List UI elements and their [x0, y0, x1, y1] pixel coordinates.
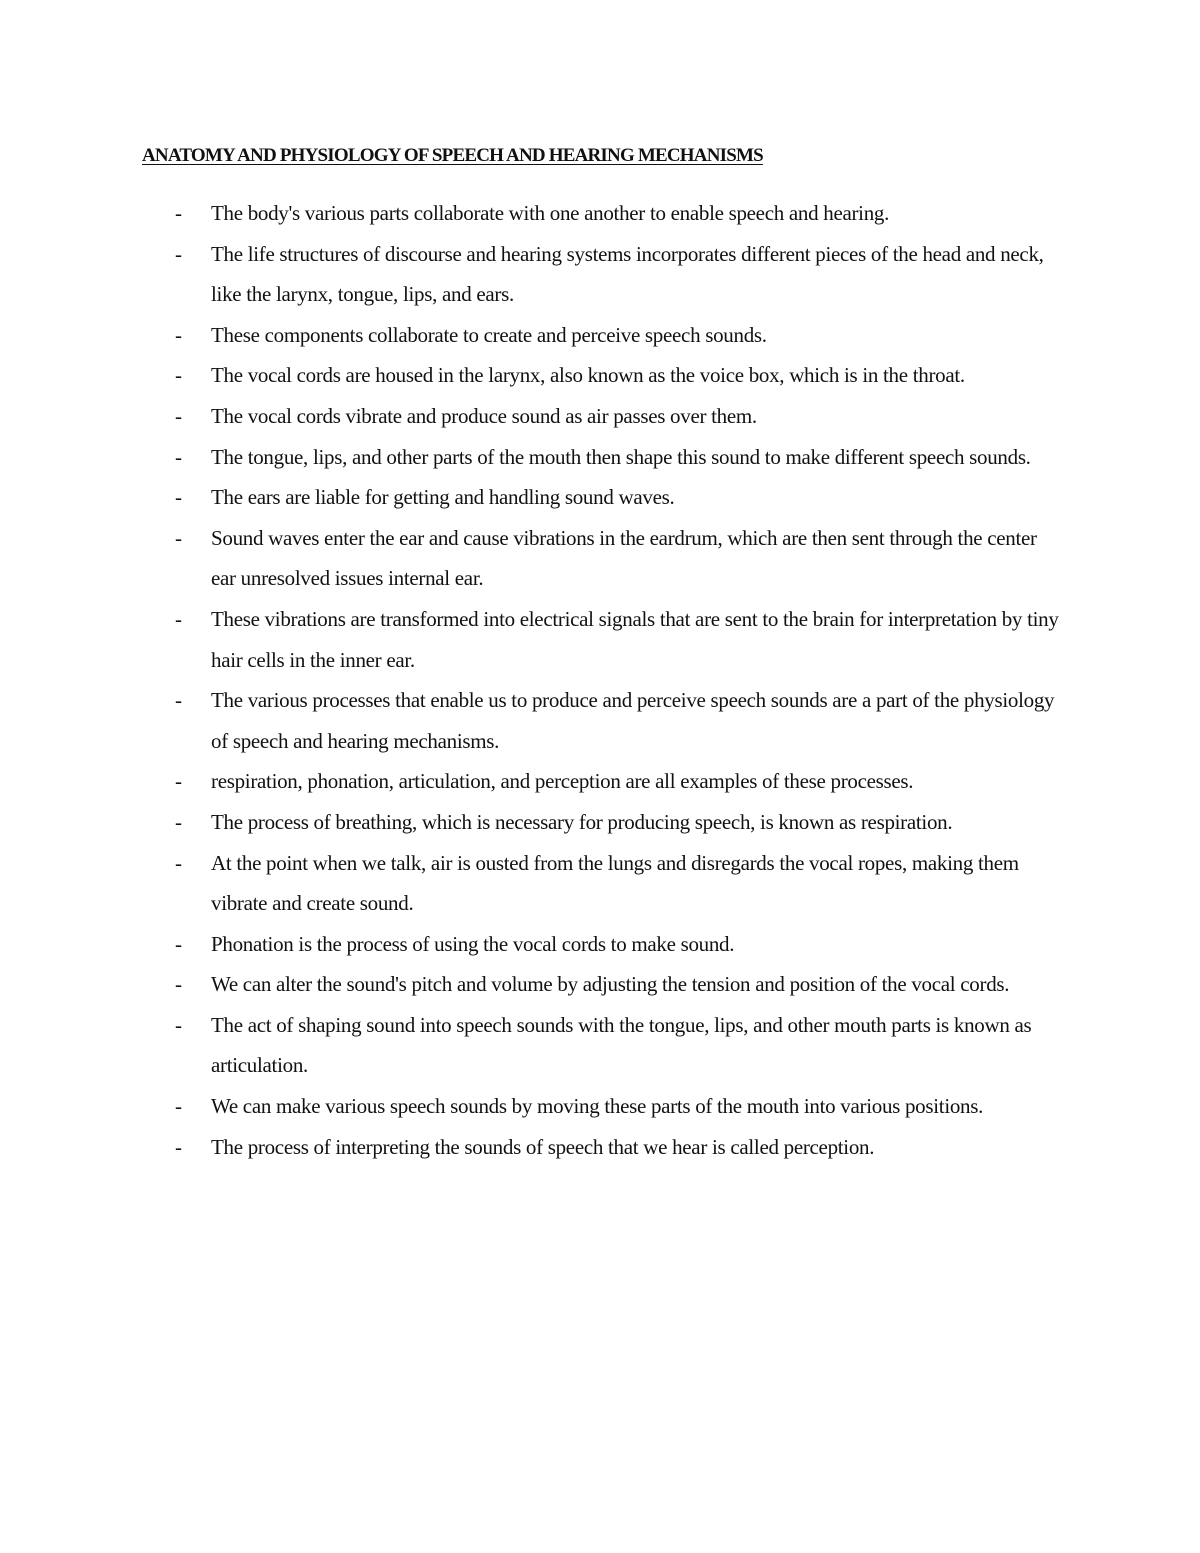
bullet-text: The act of shaping sound into speech sounds with the tongue, lips, and other mouth parts is known as articulation. — [211, 1012, 1032, 1078]
list-item — [0, 1086, 1061, 1127]
list-item — [0, 924, 1061, 965]
bullet-dash-marker: - — [175, 1094, 182, 1119]
list-item — [0, 964, 1061, 1005]
list-item — [0, 477, 1061, 518]
list-item — [0, 802, 1061, 843]
document-title: ANATOMY AND PHYSIOLOGY OF SPEECH AND HEARING MECHANISMS — [142, 145, 763, 166]
bullet-dash-marker: - — [175, 606, 182, 631]
bullet-dash-marker: - — [175, 1012, 182, 1037]
list-item — [0, 518, 1061, 599]
bullet-text: Phonation is the process of using the vocal cords to make sound. — [211, 931, 735, 956]
bullet-text: The various processes that enable us to produce and perceive speech sounds are a part of the physiology of speech and hearing mechanisms. — [211, 688, 1055, 753]
list-item — [0, 1127, 1061, 1168]
bullet-dash-marker: - — [175, 809, 182, 834]
bullet-dash-marker: - — [175, 525, 182, 550]
list-item — [0, 843, 1061, 924]
bullet-dash-marker: - — [175, 769, 182, 794]
bullet-dash-marker: - — [175, 363, 182, 388]
list-item — [0, 1005, 1061, 1086]
bullet-dash-marker: - — [175, 1134, 182, 1159]
list-item — [0, 355, 1061, 396]
bullet-dash-marker: - — [175, 403, 182, 428]
bullet-text: At the point when we talk, air is ousted from the lungs and disregards the vocal ropes, making them vibrate and create sound. — [211, 850, 1019, 916]
bullet-text: The tongue, lips, and other parts of the mouth then shape this sound to make different speech sounds. — [211, 444, 1031, 469]
bullet-dash-marker: - — [175, 322, 182, 347]
bullet-text: The process of interpreting the sounds of speech that we hear is called perception. — [211, 1134, 875, 1159]
list-item — [0, 680, 1061, 761]
bullet-dash-marker: - — [175, 485, 182, 510]
bullet-dash-marker: - — [175, 972, 182, 997]
bullet-dash-marker: - — [175, 201, 182, 225]
list-item — [0, 599, 1061, 680]
bullet-text: We can alter the sound's pitch and volume by adjusting the tension and position of the vocal cords. — [211, 972, 1010, 997]
list-item — [0, 396, 1061, 437]
list-item — [0, 315, 1061, 356]
bullet-text: These components collaborate to create and perceive speech sounds. — [211, 322, 767, 347]
bullet-text: The body's various parts collaborate with one another to enable speech and hearing. — [211, 201, 890, 225]
bullet-dash-marker: - — [175, 241, 182, 266]
bullet-dash-marker: - — [175, 688, 182, 713]
list-item — [0, 437, 1061, 478]
list-item — [0, 193, 1061, 234]
bullet-text: The process of breathing, which is necessary for producing speech, is known as respiration. — [211, 809, 953, 834]
bullet-text: The vocal cords vibrate and produce sound as air passes over them. — [211, 403, 757, 428]
bullet-text: The life structures of discourse and hearing systems incorporates different pieces of the head and neck, like the larynx, tongue, lips, and ears. — [211, 241, 1044, 307]
bullet-text: These vibrations are transformed into electrical signals that are sent to the brain for interpretation by tiny hair cells in the inner ear. — [211, 606, 1059, 672]
bullet-dash-marker: - — [175, 444, 182, 469]
bullet-text: respiration, phonation, articulation, and perception are all examples of these processes. — [211, 769, 914, 794]
bullet-dash-marker: - — [175, 850, 182, 875]
bullet-text: The vocal cords are housed in the larynx, also known as the voice box, which is in the throat. — [211, 363, 965, 388]
bullet-text: We can make various speech sounds by moving these parts of the mouth into various positions. — [211, 1094, 984, 1119]
list-item — [0, 761, 1061, 802]
bullet-dash-marker: - — [175, 931, 182, 956]
bullet-list — [0, 193, 1200, 1167]
list-item — [0, 234, 1061, 315]
bullet-text: Sound waves enter the ear and cause vibrations in the eardrum, which are then sent through the center ear unresolved issues internal ear. — [211, 525, 1037, 591]
bullet-text: The ears are liable for getting and handling sound waves. — [211, 485, 675, 510]
